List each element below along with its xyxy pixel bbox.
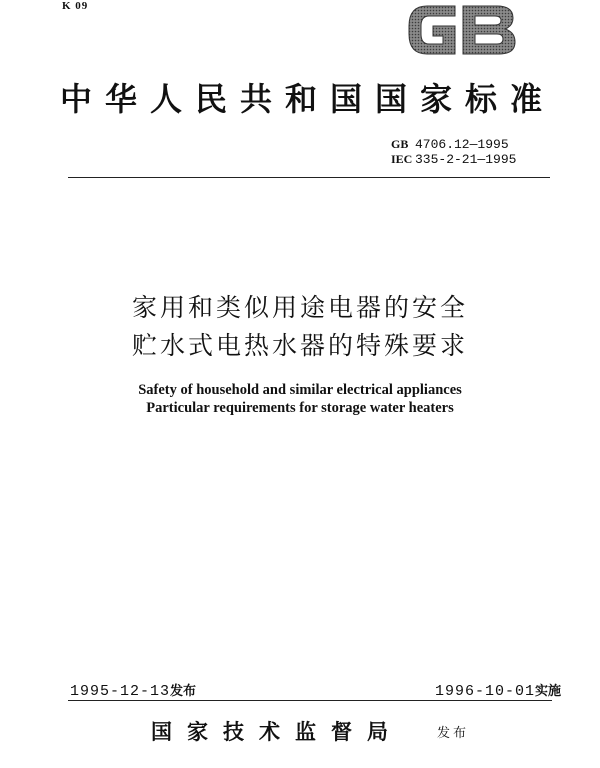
implementation-date-line [435,680,561,700]
issue-date: 1995-12-13 [70,683,171,700]
implementation-date: 1996-10-01 [435,683,536,700]
iec-code-number: 335-2-21—1995 [415,152,517,167]
issue-date-line [70,680,196,700]
standard-type-heading: 中华人民共和国国家标准 [60,80,556,118]
iec-code-prefix: IEC [391,152,413,166]
standard-codes [391,137,516,167]
chinese-title-line-2: 贮水式电热水器的特殊要求 [131,331,468,360]
english-title-line-1: Safety of household and similar electrical appliances [138,382,462,398]
issue-label: 发布 [170,684,197,699]
gb-code-line [391,137,516,152]
implementation-label: 实施 [535,684,562,699]
chinese-title-line-1: 家用和类似用途电器的安全 [131,293,468,322]
issuing-authority: 国家技术监督局 [151,720,403,744]
gb-code-number: 4706.12—1995 [415,137,509,152]
top-divider [68,177,550,178]
gb-logo [405,0,517,58]
issuer-action: 发布 [437,726,470,741]
english-title-line-2: Particular requirements for storage water heaters [146,400,454,416]
classification-code: K 09 [62,0,89,12]
iec-code-line [391,152,516,167]
bottom-divider [68,700,552,701]
gb-code-prefix: GB [391,137,409,151]
